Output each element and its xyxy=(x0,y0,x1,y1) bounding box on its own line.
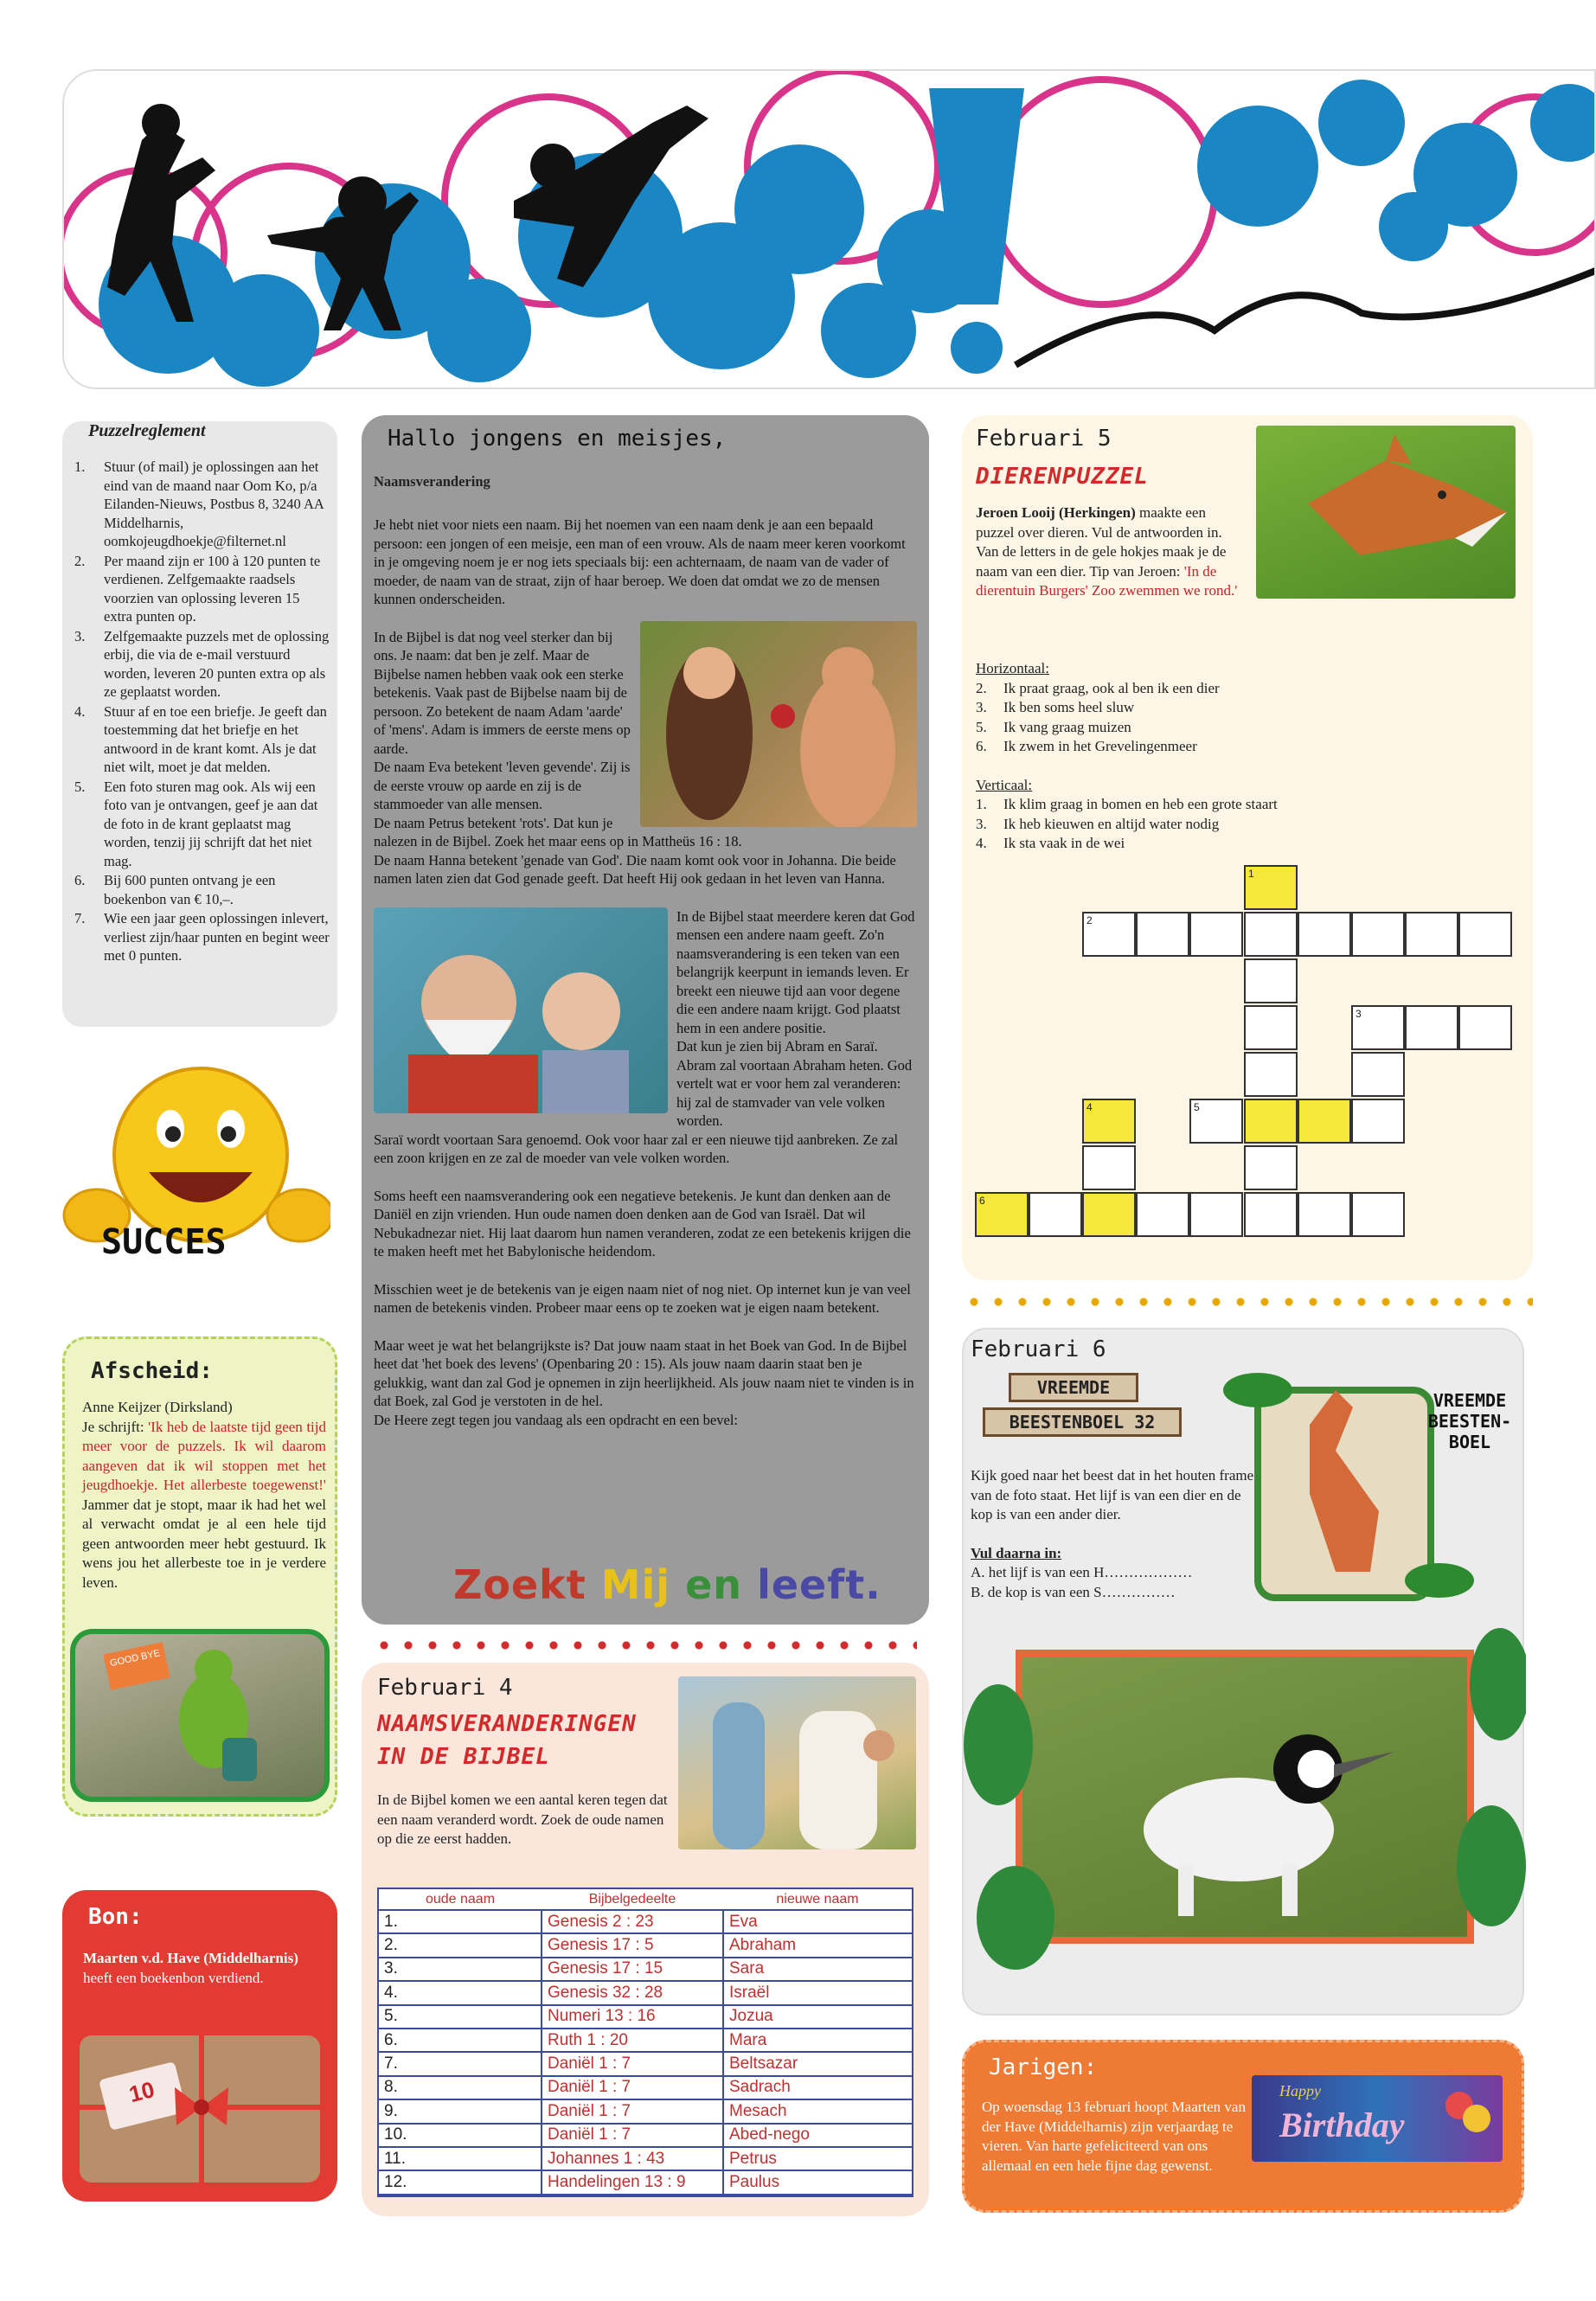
table-row: 2. Genesis 17 : 5 Abraham xyxy=(379,1933,912,1957)
crossword-cell[interactable] xyxy=(1244,1192,1298,1237)
story-subtitle: Naamsverandering xyxy=(374,473,490,490)
divider-dots xyxy=(372,1641,917,1650)
crossword-cell[interactable]: 1 xyxy=(1244,865,1298,910)
bow-icon xyxy=(80,2035,320,2182)
story-greeting: Hallo jongens en meisjes, xyxy=(388,426,727,452)
table-row: 6. Ruth 1 : 20 Mara xyxy=(379,2029,912,2052)
crossword-cell[interactable] xyxy=(1244,1099,1298,1144)
crossword-cell[interactable] xyxy=(1136,912,1189,957)
feb6-date: Februari 6 xyxy=(971,1336,1106,1362)
crossword-cell[interactable] xyxy=(1244,958,1298,1003)
table-row: 1. Genesis 2 : 23 Eva xyxy=(379,1910,912,1933)
afscheid-title: Afscheid: xyxy=(91,1358,213,1384)
fox-photo xyxy=(1256,426,1516,599)
table-row: 7. Daniël 1 : 7 Beltsazar xyxy=(379,2052,912,2075)
header-banner xyxy=(62,69,1596,389)
crossword-cell[interactable]: 5 xyxy=(1189,1099,1243,1144)
crossword-cell[interactable] xyxy=(1351,912,1405,957)
crossword-cell[interactable] xyxy=(1458,1005,1512,1050)
names-table: oude naam Bijbelgedeelte nieuwe naam 1. Genesis 2 : 23 Eva 2. Genesis 17 : 5 Abraham 3. Genesis 17 : 15 Sara 4. Genesis 32 : 28 Israël 5. Numeri 13 : 16 Jozua 6. Ruth 1 : 20 Mara 7. Daniël 1 : 7 Beltsazar 8. Daniël 1 : 7 Sadrach 9. Daniël 1 : 7 Mesach 10. Daniël 1 : 7 Abed-nego 11. Johannes 1 : 43 Petrus 12. Handelingen 13 : 9 Paulus xyxy=(379,1889,912,2195)
table-row: 11. Johannes 1 : 43 Petrus xyxy=(379,2147,912,2170)
feb5-date: Februari 5 xyxy=(976,426,1112,452)
list-item: 6. Ik zwem in het Grevelingenmeer xyxy=(976,738,1197,754)
table-row: 12. Handelingen 13 : 9 Paulus xyxy=(379,2170,912,2194)
motto: Zoekt Mij en leeft. xyxy=(453,1561,881,1608)
crossword-cell[interactable] xyxy=(1244,1052,1298,1097)
abram-sarai-icon xyxy=(374,907,668,1113)
succes-smiley xyxy=(62,1060,330,1285)
crossword-cell[interactable]: 2 xyxy=(1082,912,1136,957)
jarigen-panel xyxy=(962,2040,1524,2213)
afscheid-body: Anne Keijzer (Dirksland) Je schrijft: 'Ik heb de laatste tijd geen tijd meer voor de puzzels. Ik wil daarom aangeven dat ik wil stoppen met het jeugdhoekje. Het allerbeste toegewenst!' Jammer dat je stopt, maar ik had het wel al verwacht omdat je al een hele tijd geen antwoorden meer hebt gestuurd. Ik wens jou het allerbeste toe in je verdere leven. xyxy=(82,1399,327,1591)
feb4-panel xyxy=(362,1663,929,2216)
feb5-clues: Horizontaal: 2. Ik praat graag, ook al ben ik een dier 3. Ik ben soms heel sluw 5. Ik vang graag muizen 6. Ik zwem in het Grevelingenmeer Verticaal: 1. Ik klim graag in bomen en heb een grote staart 3. Ik heb kieuwen en altijd water nodig 4. Ik sta vaak in de wei xyxy=(976,659,1521,854)
feb5-title: DIERENPUZZEL xyxy=(976,464,1149,490)
list-item: 3. Ik ben soms heel sluw xyxy=(976,699,1135,715)
rules-panel xyxy=(62,421,337,1027)
banner-art xyxy=(64,71,1596,389)
list-item: 1. Ik klim graag in bomen en heb een grote staart xyxy=(976,796,1278,812)
table-row: 3. Genesis 17 : 15 Sara xyxy=(379,1958,912,1981)
list-item: 5. Ik vang graag muizen xyxy=(976,718,1131,735)
bon-text: Maarten v.d. Have (Middelharnis) heeft een boekenbon verdiend. xyxy=(83,1950,298,1986)
crossword-cell[interactable]: 4 xyxy=(1082,1099,1136,1144)
crossword-cell[interactable] xyxy=(1082,1145,1136,1190)
list-item: 4. Ik sta vaak in de wei xyxy=(976,835,1125,851)
leaf-icon xyxy=(964,1624,1526,1987)
jarigen-text: Op woensdag 13 februari hoopt Maarten van der Have (Middelharnis) zijn verjaardag te vieren. Van harte gefeliciteerd van ons allemaal en een hele fijne dag gewenst. xyxy=(982,2099,1246,2174)
jarigen-title: Jarigen: xyxy=(989,2054,1098,2080)
succes-label: SUCCES xyxy=(101,1222,227,1262)
frog-photo xyxy=(70,1629,330,1802)
crossword-cell[interactable]: 3 xyxy=(1351,1005,1405,1050)
feb5-intro: Jeroen Looij (Herkingen) maakte een puzzel over dieren. Vul de antwoorden in. Van de letters in de gele hokjes maak je de naam van een dier. Tip van Jeroen: 'In de dierentuin Burgers' Zoo zwemmen we rond.' xyxy=(976,504,1238,599)
abram-sarai-illustration xyxy=(374,907,668,1113)
rules-title: Puzzelreglement xyxy=(88,421,206,440)
crossword-cell[interactable] xyxy=(1244,1005,1298,1050)
crossword-cell[interactable] xyxy=(1298,1099,1351,1144)
frog-icon xyxy=(75,1634,324,1797)
list-item: 7. Wie een jaar geen oplossingen inlevert, verliest zijn/haar punten en begint weer met 0 punten. xyxy=(74,910,330,964)
feb4-date: Februari 4 xyxy=(377,1675,513,1701)
story-body: Je hebt niet voor niets een naam. Bij het noemen van een naam denk je aan een bepaald persoon: een jongen of een meisje, een man of een vrouw. Als de naam meer keren voorkomt in je omgeving noem je er nog iets speciaals bij: een achternaam, de naam van de vader of moeder, de naam van de straat, zijn of haar beroep. We doen dat omdat we zo de mensen kunnen onderscheiden. In de Bijbel is dat nog veel sterker dan bij ons. Je naam: dat ben je zelf. Maar de Bijbelse namen hebben vaak ook een sterke betekenis. Vaak past de Bijbelse naam bij de persoon. Zo betekent de naam Adam 'aarde' of 'mens'. Adam is immers de eerste mens op aarde. De naam Eva betekent 'leven gevende'. Zij is de eerste vrouw op aarde en zij is de stammoeder van alle mensen. De naam Petrus betekent 'rots'. Dat kun je nalezen in de Bijbel. Zoek het maar eens op in Mattheüs 16 : 18. De naam Hanna betekent 'genade van God'. Die naam komt ook voor in Johanna. Die beide namen laten zien dat God genade geeft. Dat heeft Hij ook gedaan in het leven van Hanna. In de Bijbel staat meerdere keren dat God mensen een andere naam geeft. Zo'n naamsverandering is een teken van een belangrijk keerpunt in iemands leven. Er breekt een nieuwe tijd aan voor degene die een andere naam krijgt. God plaatst hem in een andere positie. Dat kun je zien bij Abram en Saraï. Abram zal voortaan Abraham heten. God vertelt wat er voor hem zal veranderen: hij zal de stamvader van vele volken worden. Saraï wordt voortaan Sara genoemd. Ook voor haar zal er een nieuwe tijd aanbreken. Ze zal een zoon krijgen en ze zal de moeder van vele volken worden. Soms heeft een naamsverandering ook een negatieve betekenis. Je kunt dan denken aan de Daniël en zijn vrienden. Hun oude namen doen denken aan de God van Israël. Dat wil Nebukadnezar niet. Hij laat daarom hun namen veranderen, zodat ze een betekenis krijgen die te maken heeft met het Babylonische heidendom. Misschien weet je de betekenis van je eigen naam niet of nog niet. Op internet kun je van veel namen de betekenis vinden. Probeer maar eens op te zoeken wat je eigen naam betekent. Maar weet je wat het belangrijkste is? Dat jouw naam staat in het Boek van God. In de Bijbel heet dat 'het boek des levens' (Openbaring 20 : 15). Als jouw naam daarin staat ben je gelukkig, want dan zal God je opnemen in zijn heerlijkheid. Als jouw naam niet te vinden is in dat Boek, zal God je verstoten in de hel. De Heere zegt tegen jou vandaag als een opdracht en een bevel: xyxy=(374,516,917,1429)
table-row: 9. Daniël 1 : 7 Mesach xyxy=(379,2099,912,2123)
balloon-icon xyxy=(1442,2084,1494,2153)
list-item: 3. Zelfgemaakte puzzels met de oplossing erbij, die via de e-mail verstuurd worden, leveren 20 punten extra op als ze geplaatst worden. xyxy=(74,627,330,700)
table-row: 5. Numeri 13 : 16 Jozua xyxy=(379,2005,912,2029)
beestenboel-sign: VREEMDE BEESTENBOEL 32 xyxy=(983,1373,1182,1451)
list-item: 5. Een foto sturen mag ook. Als wij een foto van je ontvangen, geef je aan dat de foto in de krant geplaatst mag worden, tenzij jij schrijft dat het niet mag. xyxy=(74,778,318,869)
bon-title: Bon: xyxy=(88,1904,143,1930)
crossword-cell[interactable] xyxy=(1029,1192,1082,1237)
crossword-cell[interactable] xyxy=(1405,912,1458,957)
feb6-text: Kijk goed naar het beest dat in het houten frame van de foto staat. Het lijf is van een dier en de kop is van een ander dier. Vul daarna in: A. het lijf is van een H……………… B. de kop is van een S…………… xyxy=(971,1467,1254,1600)
feb5-panel xyxy=(962,415,1533,1280)
crossword-cell[interactable] xyxy=(1244,912,1298,957)
divider-dots xyxy=(962,1298,1533,1306)
crossword-cell[interactable] xyxy=(1351,1099,1405,1144)
list-item: 1. Stuur (of mail) je oplossingen aan het eind van de maand naar Oom Ko, p/a Eilanden-Nieuws, Postbus 8, 3240 AA Middelharnis, oomkojeugdhoekje@filternet.nl xyxy=(74,458,324,549)
crossword-cell[interactable] xyxy=(1351,1192,1405,1237)
crossword-cell[interactable] xyxy=(1298,1192,1351,1237)
story-panel xyxy=(362,415,929,1625)
crossword-grid xyxy=(971,865,1524,1272)
crossword-cell[interactable] xyxy=(1189,912,1243,957)
feb4-text: In de Bijbel komen we een aantal keren tegen dat een naam veranderd wordt. Zoek de oude namen op die ze eerst hadden. xyxy=(377,1791,668,1847)
list-item: 2. Ik praat graag, ook al ben ik een dier xyxy=(976,679,1220,696)
adam-eva-icon xyxy=(640,621,917,827)
beestenboel-logo: VREEMDE BEESTEN- BOEL xyxy=(1427,1390,1512,1452)
crossword-cell[interactable]: 6 xyxy=(975,1192,1029,1237)
bill-value: 10 xyxy=(99,2061,187,2131)
crossword-cell[interactable] xyxy=(1082,1192,1136,1237)
birthday-card: Happy Birthday xyxy=(1252,2075,1503,2162)
rules-list xyxy=(74,458,330,966)
giftcard-photo xyxy=(80,2035,320,2182)
feb4-title: NAAMSVERANDERINGEN IN DE BIJBEL xyxy=(377,1711,637,1770)
bon-panel xyxy=(62,1890,337,2202)
crossword-cell[interactable] xyxy=(1458,912,1512,957)
crossword-cell[interactable] xyxy=(1405,1005,1458,1050)
table-row: 8. Daniël 1 : 7 Sadrach xyxy=(379,2076,912,2099)
fox-icon xyxy=(1256,426,1516,599)
names-table-wrap xyxy=(377,1888,913,2197)
crossword-cell[interactable] xyxy=(1189,1192,1243,1237)
ruth-icon xyxy=(678,1676,916,1849)
ruth-illustration xyxy=(678,1676,916,1849)
table-row: 4. Genesis 32 : 28 Israël xyxy=(379,1981,912,2004)
crossword-cell[interactable] xyxy=(1244,1145,1298,1190)
crossword-cell[interactable] xyxy=(1351,1052,1405,1097)
list-item: 3. Ik heb kieuwen en altijd water nodig xyxy=(976,815,1220,832)
adam-eva-illustration xyxy=(640,621,917,827)
crossword-cell[interactable] xyxy=(1136,1192,1189,1237)
list-item: 2. Per maand zijn er 100 à 120 punten te verdienen. Zelfgemaakte raadsels voorzien van oplossing leveren 15 extra punten op. xyxy=(74,552,321,625)
list-item: 6. Bij 600 punten ontvang je een boekenbon van € 10,–. xyxy=(74,872,276,907)
list-item: 4. Stuur af en toe een briefje. Je geeft dan toestemming dat het briefje en het antwoord in de krant komt. Als je dat niet wilt, moet je dat melden. xyxy=(74,702,327,775)
goodbye-tag: GOOD BYE xyxy=(103,1642,170,1690)
crossword-cell[interactable] xyxy=(1298,912,1351,957)
table-row: 10. Daniël 1 : 7 Abed-nego xyxy=(379,2124,912,2147)
afscheid-panel xyxy=(62,1336,337,1817)
feb6-panel xyxy=(962,1328,1524,2016)
